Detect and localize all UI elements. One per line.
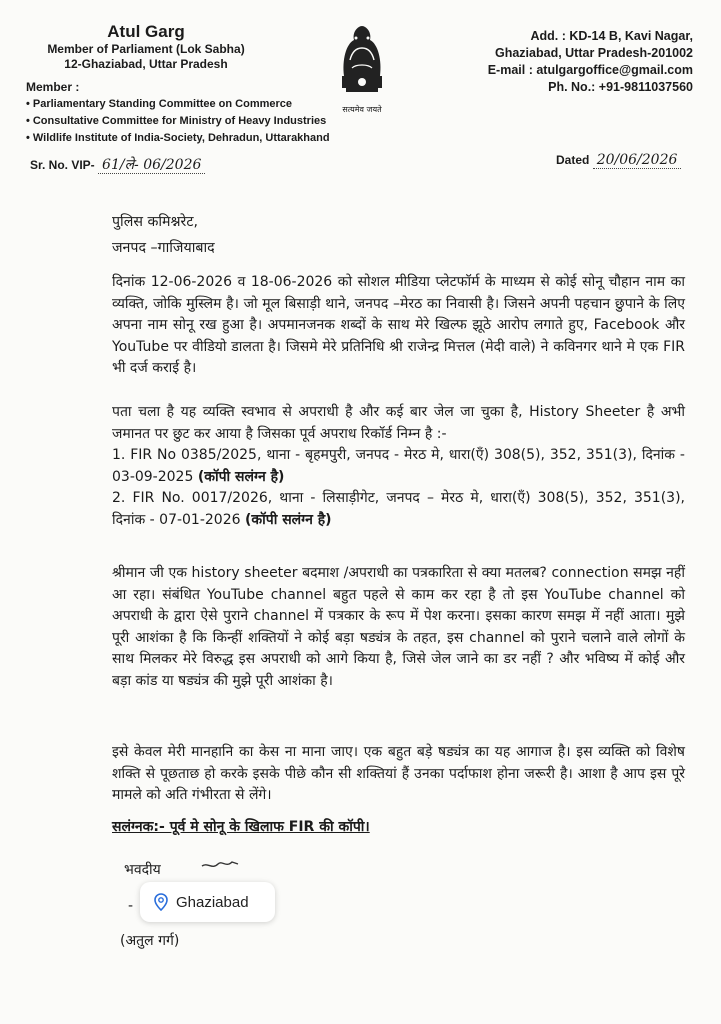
date-value: 20/06/2026 <box>593 152 682 169</box>
address-line-1: Add. : KD-14 B, Kavi Nagar, <box>530 29 693 43</box>
membership-item: • Consultative Committee for Ministry of Heavy Industries <box>26 113 326 130</box>
emblem-motto: सत्यमेव जयते <box>342 105 382 114</box>
national-emblem <box>327 20 397 115</box>
fir-item-1 <box>112 445 685 488</box>
serial-label: Sr. No. VIP- <box>30 158 95 172</box>
email-text: E-mail : atulgargoffice@gmail.com <box>487 63 693 77</box>
fir-2-text: 2. FIR No. 0017/2026, थाना - लिसाड़ीगेट, जनपद – मेरठ मे, धारा(एँ) 308(5), 352, 351(3), दिनांक - 07-01-2026 <box>112 490 685 528</box>
paragraph-3: श्रीमान जी एक history sheeter बदमाश /अपराधी का पत्रकारिता से क्या मतलब? connection समझ नहीं आ रहा। संबंधित YouTube channel बहुत पहले से काम कर रहा है तो इस YouTube channel को अपराधी के द्वारा ऐसे पुराने channel में पत्रकार के रूप में पेश करना। इसका कारण समझ में नहीं आता। मुझे पूरी आशंका है कि किन्हीं शक्तियों ने कोई बड़ा षड्यंत्र के तहत, इस channel को पुराने चलाने वाले लोगों के साथ मिलकर मेरे विरुद्ध इस अपराधी को आगे किया है, जिसे जेल जाने का डर नहीं ? और भविष्य में कोई और बड़ा कांड या षड्यंत्र की मुझे पूरी आशंका है। <box>112 565 685 689</box>
paragraph-2-text: पता चला है यह व्यक्ति स्वभाव से अपराधी है और कई बार जेल जा चुका है, History Sheeter है अभी जमानत पर छुट कर आया है जिसका पूर्व अपराध रिकॉर्ड निम्न है :- <box>112 404 685 442</box>
signature-mark: - <box>128 898 134 914</box>
paragraph-1: दिनांक 12-06-2026 व 18-06-2026 को सोशल मीडिया प्लेटफॉर्म के माध्यम से कोई सोनू चौहान नाम का व्यक्ति, जोकि मुस्लिम है। जो मूल बिसाड़ी थाने, जनपद –मेरठ का निवासी है। जिसने अपनी पहचान छुपाने के लिए अपना नाम सोनू रख हुआ है। अपमानजनक शब्दों के साथ मेरे खिल्फ झूठे आरोप लगाते हुए, Facebook और YouTube पर वीडियो डालता है। जिसमे मेरे प्रतिनिधि श्री राजेन्द्र मित्तल (मेदी वाले) ने कविनगर थाने मे एक FIR भी दर्ज कराई है। <box>112 274 685 376</box>
salutation: भवदीय <box>124 862 161 878</box>
addressee-line-1: पुलिस कमिश्नरेट, <box>112 214 199 230</box>
letterhead-left <box>26 22 330 147</box>
membership-heading: Member : <box>26 80 80 94</box>
mp-name: Atul Garg <box>107 22 185 41</box>
mp-constituency: 12-Ghaziabad, Uttar Pradesh <box>64 57 228 71</box>
letterhead-right <box>488 28 693 96</box>
membership-item: • Wildlife Institute of India-Society, Dehradun, Uttarakhand <box>26 130 326 147</box>
location-pin-icon <box>154 893 168 911</box>
fir-1-text: 1. FIR No 0385/2025, थाना - बृहमपुरी, जनपद - मेरठ मे, धारा(एँ) 308(5), 352, 351(3), दिनांक - 03-09-2025 <box>112 447 685 485</box>
date-label: Dated <box>556 153 590 167</box>
location-tag[interactable] <box>140 882 275 922</box>
addressee-line-2: जनपद –गाजियाबाद <box>112 240 215 256</box>
lion-capital-icon <box>332 20 392 98</box>
membership-list <box>26 96 330 147</box>
attachment-note: सलंग्नक:- पूर्व मे सोनू के खिलाफ FIR की कॉपी। <box>112 819 370 835</box>
location-label: Ghaziabad <box>176 893 249 911</box>
paragraph-2 <box>112 402 685 531</box>
membership-item: • Parliamentary Standing Committee on Commerce <box>26 96 326 113</box>
mp-title: Member of Parliament (Lok Sabha) <box>47 42 245 56</box>
phone-text: Ph. No.: +91-9811037560 <box>548 80 693 94</box>
serial-value: 61/ले- 06/2026 <box>98 157 205 174</box>
address-line-2: Ghaziabad, Uttar Pradesh-201002 <box>495 46 693 60</box>
fir-2-note: (कॉपी सलंग्न है) <box>244 511 332 528</box>
date-block <box>556 152 681 168</box>
signatory-name: (अतुल गर्ग) <box>120 933 180 949</box>
signature-scribble <box>200 852 240 876</box>
addressee <box>112 209 215 261</box>
fir-1-note: (कॉपी सलंग्न है) <box>197 468 285 485</box>
paragraph-4: इसे केवल मेरी मानहानि का केस ना माना जाए। एक बहुत बड़े षड्यंत्र का यह आगाज है। इस व्यक्ति को विशेष शक्ति से पूछताछ हो करके इसके पीछे कौन सी शक्तियां हैं उनका पर्दाफाश होना जरूरी है। आशा है आप इस पूरे मामले को अति गंभीरता से लेंगे। <box>112 744 685 803</box>
serial-number <box>30 155 205 174</box>
fir-item-2 <box>112 488 685 531</box>
